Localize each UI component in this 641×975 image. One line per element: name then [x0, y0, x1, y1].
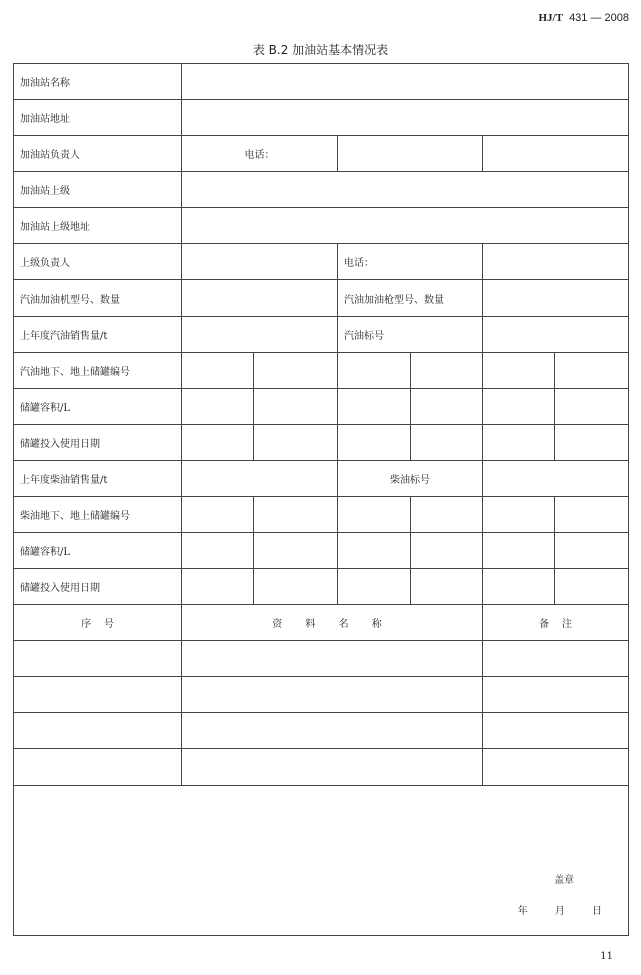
- field-manager-1[interactable]: [338, 136, 483, 172]
- field-gas-sales[interactable]: [182, 316, 338, 352]
- label-gas-nozzle: 汽油加油枪型号、数量: [338, 280, 483, 316]
- cell[interactable]: [411, 496, 483, 532]
- label-superior-phone: 电话：: [338, 244, 483, 280]
- label-tank-volume: 储罐容积/L: [14, 388, 182, 424]
- standard-code: HJ/T 431 — 2008: [538, 12, 629, 24]
- label-diesel-tank-no: 柴油地下、地上储罐编号: [14, 496, 182, 532]
- cell[interactable]: [182, 677, 483, 713]
- cell[interactable]: [254, 424, 338, 460]
- seal-area: [14, 785, 629, 935]
- cell[interactable]: [338, 496, 411, 532]
- cell[interactable]: [483, 713, 629, 749]
- station-info-form: [13, 63, 629, 936]
- cell[interactable]: [338, 424, 411, 460]
- cell[interactable]: [411, 388, 483, 424]
- field-gas-nozzle[interactable]: [483, 280, 629, 316]
- cell[interactable]: [483, 388, 555, 424]
- cell[interactable]: [483, 641, 629, 677]
- page-number: 11: [600, 951, 613, 962]
- label-tank-date: 储罐投入使用日期: [14, 424, 182, 460]
- label-gas-sales: 上年度汽油销售量/t: [14, 316, 182, 352]
- cell[interactable]: [483, 569, 555, 605]
- cell[interactable]: [182, 641, 483, 677]
- cell[interactable]: [254, 496, 338, 532]
- cell[interactable]: [182, 569, 254, 605]
- field-superior-manager[interactable]: [182, 244, 338, 280]
- field-superior[interactable]: [182, 172, 629, 208]
- field-gas-grade[interactable]: [483, 316, 629, 352]
- cell[interactable]: [182, 496, 254, 532]
- cell[interactable]: [411, 352, 483, 388]
- cell[interactable]: [14, 677, 182, 713]
- cell[interactable]: [254, 533, 338, 569]
- cell[interactable]: [182, 533, 254, 569]
- cell[interactable]: [182, 352, 254, 388]
- field-station-name[interactable]: [182, 64, 629, 100]
- cell[interactable]: [338, 388, 411, 424]
- cell[interactable]: [254, 388, 338, 424]
- cell[interactable]: [411, 569, 483, 605]
- label-gas-dispenser: 汽油加油机型号、数量: [14, 280, 182, 316]
- cell[interactable]: [182, 713, 483, 749]
- col-header-seq: 序 号: [14, 605, 182, 641]
- field-diesel-sales[interactable]: [182, 460, 338, 496]
- cell[interactable]: [483, 677, 629, 713]
- cell[interactable]: [182, 749, 483, 785]
- field-diesel-grade[interactable]: [483, 460, 629, 496]
- cell[interactable]: [254, 352, 338, 388]
- cell[interactable]: [555, 533, 629, 569]
- cell[interactable]: [182, 388, 254, 424]
- cell[interactable]: [483, 424, 555, 460]
- date-label: 年 月 日: [517, 906, 603, 917]
- field-manager-2[interactable]: [483, 136, 629, 172]
- cell[interactable]: [555, 569, 629, 605]
- cell[interactable]: [411, 424, 483, 460]
- col-header-doc: 资 料 名 称: [182, 605, 483, 641]
- label-station-address: 加油站地址: [14, 100, 182, 136]
- cell[interactable]: [483, 496, 555, 532]
- label-diesel-sales: 上年度柴油销售量/t: [14, 460, 182, 496]
- cell[interactable]: [483, 749, 629, 785]
- label-tank-volume: 储罐容积/L: [14, 533, 182, 569]
- label-gas-tank-no: 汽油地下、地上储罐编号: [14, 352, 182, 388]
- table-title: 表 B.2 加油站基本情况表: [252, 43, 389, 57]
- cell[interactable]: [555, 388, 629, 424]
- label-superior-address: 加油站上级地址: [14, 208, 182, 244]
- label-diesel-grade: 柴油标号: [338, 460, 483, 496]
- label-superior: 加油站上级: [14, 172, 182, 208]
- cell[interactable]: [338, 569, 411, 605]
- label-gas-grade: 汽油标号: [338, 316, 483, 352]
- cell[interactable]: [338, 533, 411, 569]
- field-superior-phone[interactable]: [483, 244, 629, 280]
- label-station-name: 加油站名称: [14, 64, 182, 100]
- label-tank-date: 储罐投入使用日期: [14, 569, 182, 605]
- field-superior-address[interactable]: [182, 208, 629, 244]
- seal-label: 盖章: [554, 875, 575, 886]
- cell[interactable]: [182, 424, 254, 460]
- label-superior-manager: 上级负责人: [14, 244, 182, 280]
- col-header-note: 备 注: [483, 605, 629, 641]
- cell[interactable]: [14, 713, 182, 749]
- label-phone: 电话：: [182, 136, 338, 172]
- cell[interactable]: [555, 496, 629, 532]
- cell[interactable]: [14, 749, 182, 785]
- cell[interactable]: [14, 641, 182, 677]
- cell[interactable]: [411, 533, 483, 569]
- cell[interactable]: [483, 352, 555, 388]
- cell[interactable]: [338, 352, 411, 388]
- cell[interactable]: [555, 424, 629, 460]
- cell[interactable]: [254, 569, 338, 605]
- field-gas-dispenser[interactable]: [182, 280, 338, 316]
- label-manager: 加油站负责人: [14, 136, 182, 172]
- cell[interactable]: [555, 352, 629, 388]
- field-station-address[interactable]: [182, 100, 629, 136]
- cell[interactable]: [483, 533, 555, 569]
